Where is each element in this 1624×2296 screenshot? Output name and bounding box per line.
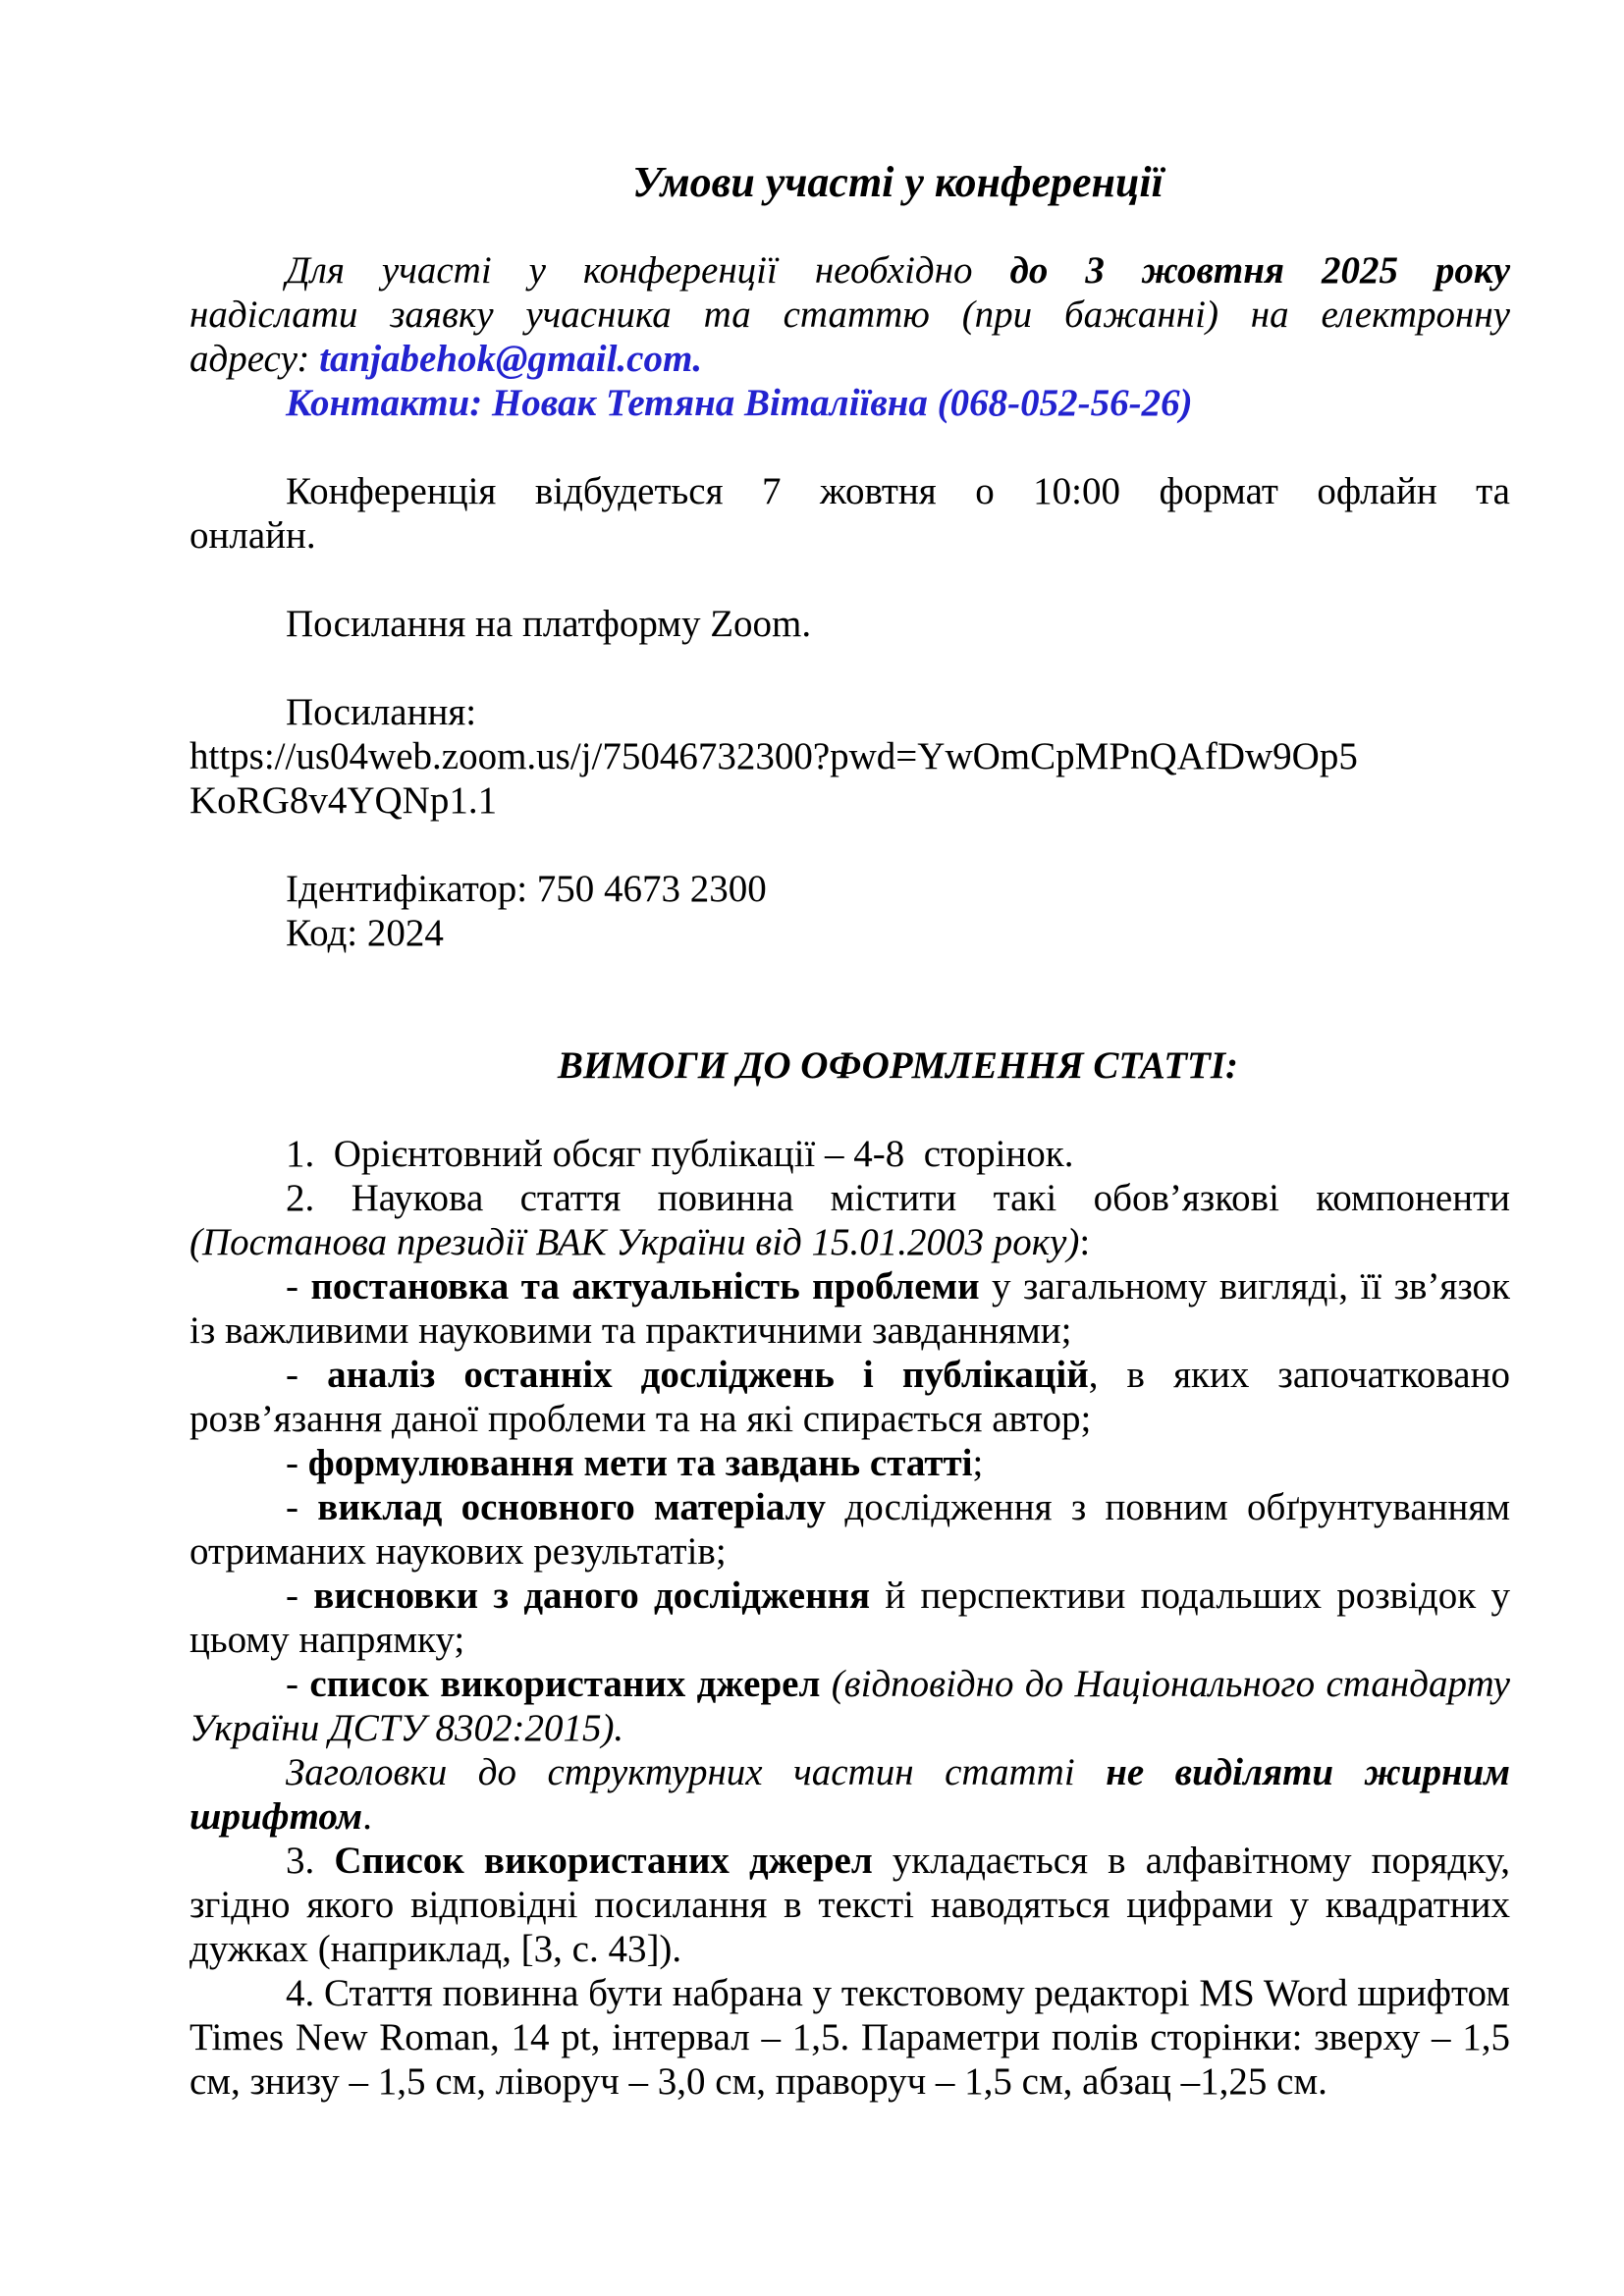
intro-paragraph xyxy=(189,248,1510,381)
text-run: із важливими науковими та практичними завданнями; xyxy=(189,1309,1072,1352)
text-run: - xyxy=(286,1575,314,1617)
text-run: згідно якого відповідні посилання в тексті наводяться цифрами у квадратних xyxy=(189,1884,1510,1926)
text-line xyxy=(189,602,1510,646)
text-run: - xyxy=(286,1354,328,1396)
text-run: - xyxy=(286,1265,311,1308)
requirement-item-3 xyxy=(189,1839,1510,1971)
zoom-platform-line xyxy=(189,602,1510,646)
text-run: . xyxy=(362,1795,372,1838)
text-line xyxy=(189,1397,1510,1441)
text-run: ; xyxy=(972,1442,984,1484)
text-run: Посилання на платформу Zoom. xyxy=(286,603,812,645)
text-run: дослідження з повним обґрунтуванням xyxy=(826,1486,1510,1528)
text-run: 1. Орієнтовний обсяг публікації – 4-8 сторінок. xyxy=(286,1133,1074,1175)
text-run: Times New Roman, 14 pt, інтервал – 1,5. Параметри полів сторінки: зверху – 1,5 xyxy=(189,2016,1510,2058)
text-run: шрифтом xyxy=(189,1795,363,1838)
text-line xyxy=(189,1574,1510,1618)
component-item-5 xyxy=(189,1574,1510,1662)
text-run: Список використаних джерел xyxy=(334,1840,873,1882)
text-line xyxy=(189,1220,1510,1264)
text-run: - xyxy=(286,1442,308,1484)
meeting-code: Код: 2024 xyxy=(286,912,444,954)
email-address[interactable]: tanjabehok@gmail.com. xyxy=(319,338,703,380)
text-line xyxy=(189,778,1510,823)
text-run: , в яких започатковано xyxy=(1088,1354,1510,1396)
text-run: не виділяти жирним xyxy=(1106,1751,1511,1793)
blank-line xyxy=(189,204,1510,248)
title-text: Умови участі у конференції xyxy=(632,158,1164,206)
text-line xyxy=(189,1794,1510,1839)
document-body xyxy=(189,160,1510,2104)
component-item-1 xyxy=(189,1264,1510,1353)
contacts-line xyxy=(189,381,1510,425)
text-run: Заголовки до структурних частин статті xyxy=(286,1751,1107,1793)
link-label-line xyxy=(189,690,1510,734)
text-line xyxy=(189,1839,1510,1883)
text-line xyxy=(189,734,1510,778)
text-run: онлайн. xyxy=(189,514,316,557)
text-line xyxy=(189,160,1510,204)
blank-line xyxy=(189,1088,1510,1132)
text-run: у загальному вигляді, її зв’язок xyxy=(979,1265,1510,1308)
text-line xyxy=(189,911,1510,955)
text-line xyxy=(189,1618,1510,1662)
blank-line xyxy=(189,646,1510,690)
text-line xyxy=(189,1883,1510,1927)
text-line xyxy=(189,1043,1510,1088)
text-run: аналіз останніх досліджень і публікацій xyxy=(327,1354,1089,1396)
requirement-item-1 xyxy=(189,1132,1510,1176)
text-line xyxy=(189,1927,1510,1971)
text-run: Для участі у конференції необхідно xyxy=(286,249,1010,292)
requirement-item-2 xyxy=(189,1176,1510,1264)
doc-title xyxy=(189,160,1510,204)
text-line xyxy=(189,469,1510,513)
text-run: - xyxy=(286,1663,310,1705)
text-run: України ДСТУ 8302:2015). xyxy=(189,1707,624,1749)
text-line xyxy=(189,1662,1510,1706)
text-line xyxy=(189,1132,1510,1176)
requirement-item-4 xyxy=(189,1971,1510,2104)
text-line xyxy=(189,2015,1510,2059)
text-run: формулювання мети та завдань статті xyxy=(307,1442,973,1484)
deadline-text: до 3 жовтня 2025 року xyxy=(1009,249,1510,292)
text-run: отриманих наукових результатів; xyxy=(189,1530,727,1573)
text-run: цьому напрямку; xyxy=(189,1619,465,1661)
text-run: - xyxy=(286,1486,318,1528)
headings-note xyxy=(189,1750,1510,1839)
text-line xyxy=(189,1485,1510,1529)
component-item-3 xyxy=(189,1441,1510,1485)
component-item-2 xyxy=(189,1353,1510,1441)
text-run: надіслати заявку учасника та статтю (при бажанні) на електронну xyxy=(189,294,1510,336)
text-run: розв’язання даної проблеми та на які спирається автор; xyxy=(189,1398,1092,1440)
text-run: адресу: xyxy=(189,338,320,380)
text-run: постановка та актуальність проблеми xyxy=(310,1265,980,1308)
text-run: 2. Наукова стаття повинна містити такі обов’язкові компоненти xyxy=(286,1177,1510,1219)
blank-line xyxy=(189,955,1510,999)
text-run: укладається в алфавітному порядку, xyxy=(872,1840,1511,1882)
text-line xyxy=(189,1353,1510,1397)
text-run: й перспективи подальших розвідок у xyxy=(870,1575,1510,1617)
heading-text: ВИМОГИ ДО ОФОРМЛЕННЯ СТАТТІ: xyxy=(557,1044,1239,1087)
text-line xyxy=(189,867,1510,911)
zoom-url-line1: https://us04web.zoom.us/j/75046732300?pwd=YwOmCpMPnQAfDw9Op5 xyxy=(189,735,1358,777)
text-run: Конференція відбудеться 7 жовтня о 10:00 формат офлайн та xyxy=(286,470,1510,512)
text-run xyxy=(820,1663,831,1705)
text-line xyxy=(189,1176,1510,1220)
meeting-id-line xyxy=(189,867,1510,911)
text-line xyxy=(189,293,1510,337)
text-run: Посилання: xyxy=(286,691,477,733)
text-line xyxy=(189,513,1510,558)
text-line xyxy=(189,337,1510,381)
zoom-link xyxy=(189,734,1510,823)
text-line xyxy=(189,1264,1510,1308)
zoom-url-line2: KoRG8v4YQNp1.1 xyxy=(189,779,498,822)
component-item-6 xyxy=(189,1662,1510,1750)
text-line xyxy=(189,1706,1510,1750)
blank-line xyxy=(189,823,1510,867)
blank-line xyxy=(189,558,1510,602)
text-run: виклад основного матеріалу xyxy=(317,1486,827,1528)
text-run: список використаних джерел xyxy=(309,1663,821,1705)
text-run: висновки з даного дослідження xyxy=(313,1575,871,1617)
text-run: (Постанова президії ВАК України від 15.01.2003 року) xyxy=(189,1221,1080,1263)
text-run: (відповідно до Національного стандарту xyxy=(831,1663,1510,1705)
text-run: : xyxy=(1079,1221,1091,1263)
text-line xyxy=(189,1441,1510,1485)
text-run: см, знизу – 1,5 см, ліворуч – 3,0 см, праворуч – 1,5 см, абзац –1,25 см. xyxy=(189,2060,1327,2103)
text-run: дужках (наприклад, [3, с. 43]). xyxy=(189,1928,682,1970)
text-line xyxy=(189,1971,1510,2015)
text-line xyxy=(189,381,1510,425)
text-line xyxy=(189,1529,1510,1574)
text-line xyxy=(189,690,1510,734)
blank-line xyxy=(189,999,1510,1043)
meeting-code-line xyxy=(189,911,1510,955)
text-line xyxy=(189,2059,1510,2104)
text-line xyxy=(189,248,1510,293)
text-run: 4. Стаття повинна бути набрана у текстовому редакторі MS Word шрифтом xyxy=(286,1972,1510,2014)
text-line xyxy=(189,1308,1510,1353)
text-run: 3. xyxy=(286,1840,335,1882)
blank-line xyxy=(189,425,1510,469)
conference-datetime xyxy=(189,469,1510,558)
component-item-4 xyxy=(189,1485,1510,1574)
text-line xyxy=(189,1750,1510,1794)
requirements-heading xyxy=(189,1043,1510,1088)
contact-info: Контакти: Новак Тетяна Віталіївна (068-052-56-26) xyxy=(286,382,1193,424)
meeting-id: Ідентифікатор: 750 4673 2300 xyxy=(286,868,767,910)
